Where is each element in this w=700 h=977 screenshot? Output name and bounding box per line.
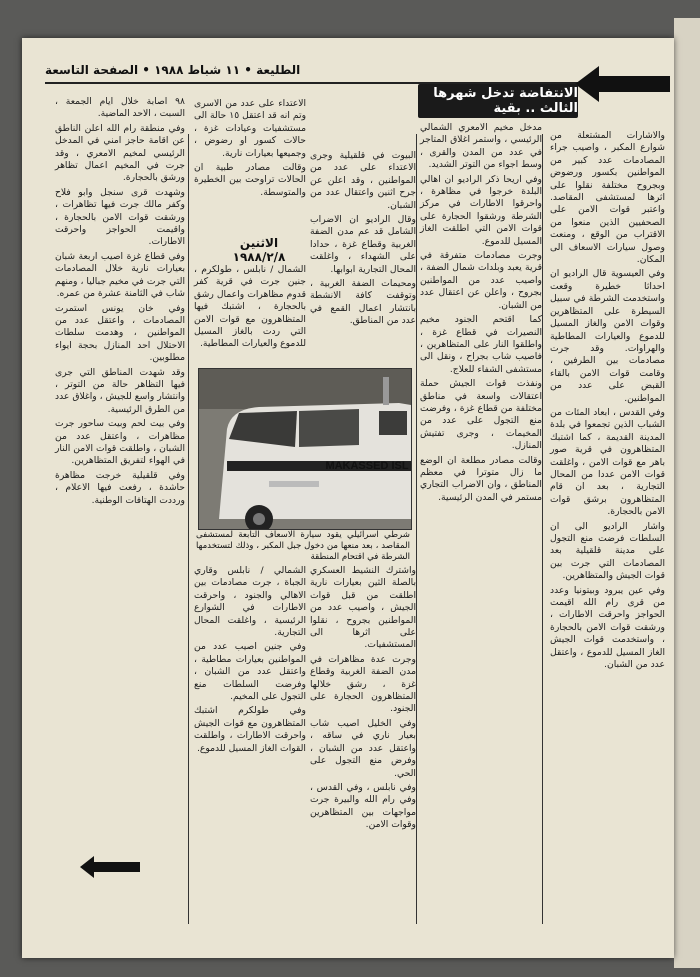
paragraph: وفي جنين اصيب عدد من المواطنين بعيارات مطاطية ، واعتقل عدد من الشبان ، وفرضت السلطات منع التجول على المخيم.: [194, 641, 306, 703]
article-column-3b: [310, 565, 416, 895]
paragraph: والاشارات المشتعلة من شوارع المكبر ، واصيب جراء المصادمات عدد كبير من المواطنين بكسور ورضوض وبجروح مختلفة نقلوا على اثرها لمستشفى المقاصد. واعتبر قوات الامن على الصحفيين الذين منعوا من الاقتراب من الوقع ، ومنعت وصول سيارات الاسعاف الى المكان.: [550, 130, 665, 266]
ambulance-photo-image: [199, 369, 411, 529]
paragraph: وشهدت قرى سنجل وابو فلاح وكفر مالك جرت فيها تظاهرات ، ورشقت قوات الامن بالحجارة ، واقيمت الحواجز واحرقت الاطارات.: [55, 186, 185, 248]
paragraph: وقد شهدت المناطق التي جرى فيها التظاهر حالة من التوتر ، وانتشار واسع للجيش ، واغلاق عدد من الطرق الرئيسية.: [55, 366, 185, 415]
paragraph: وفي قطاع غزة اصيب اربعة شبان بعيارات نارية خلال المصادمات التي جرت في مخيم جباليا ، ومنهم شاب في الثامنة عشرة من عمره.: [55, 250, 185, 300]
paragraph: وقالت مصادر مطلعة ان الوضع ما زال متوترا في معظم المناطق ، وان الاضراب التجاري مستمر في المدن الرئيسية.: [420, 454, 542, 503]
paragraph: ومحيمات الضفة الغربية ، وتوقفت كافة الانشطة بانتشار اعمال القمع في عدد من المناطق.: [310, 278, 416, 327]
paragraph: كما اقتحم الجنود مخيم النصيرات في قطاع غزة ، واطلقوا النار على المتظاهرين ، فاصيب شاب بجراح ، ونقل الى مستشفى الشفاء للعلاج.: [420, 314, 542, 375]
article-column-1: [550, 130, 665, 925]
article-column-5: [55, 96, 185, 856]
paragraph: واشار الراديو الى ان السلطات فرضت منع التجول على مدينة قلقيلية بعد المصادمات التي جرت بين قوات الجيش والمتظاهرين.: [550, 520, 665, 582]
article-column-4: [194, 98, 306, 238]
continue-arrow-icon: [80, 856, 140, 878]
column-rule: [542, 134, 543, 924]
column-rule: [416, 134, 417, 924]
arrow-left-icon: [575, 62, 670, 106]
paragraph: وفي القدس ، ابعاد المئات من الشباب الذين تجمعوا في بلدة المدينة القديمة ، كما اشتبك المتظاهرون في قرية صور باهر مع قوات الامن ، واغلقت قوات الامن عددا من المحال التجارية ، بعد ان قام المتظاهرون برشق قوات الامن بالحجارة.: [550, 406, 665, 518]
photo-caption: شرطي اسرائيلي يقود سيارة الاسعاف التابعة لمستشفى المقاصد ، بعد منعها من دخول جبل المكبر ، وذلك لتستخدمها الشرطة في اقتحام المنطقة: [196, 530, 410, 562]
ambulance-label: MAKASSED ISL: [325, 460, 409, 472]
paragraph: وفي اريحا ذكر الراديو ان اهالي البلدة خرجوا في مظاهرة ، واحرقوا الاطارات في مركز الشرطة ورشقوا الحجارة على قوات الامن التي اطلقت الغاز المسيل للدموع.: [420, 173, 542, 247]
article-column-4b: [194, 264, 306, 374]
paragraph: البيوت في قلقيلية وجرى الاعتداء على عدد من المواطنين ، وقد اعلن عن جرح اثنين واعتقال عدد من الشبان.: [310, 150, 416, 211]
paragraph: وقالت مصادر طبية ان الحالات تراوحت بين الخطيرة والمتوسطة.: [194, 162, 306, 198]
paragraph: وفي نابلس ، وفي القدس ، وفي رام الله والبيرة جرت مواجهات بين المتظاهرين وقوات الامن.: [310, 781, 416, 831]
page-header: [45, 58, 655, 84]
paragraph: مدخل مخيم الامعري الشمالي الرئيسي ، واستمر اغلاق المتاجر في عدد من المدن والقرى ، وسط اجواء من التوتر الشديد.: [420, 122, 542, 171]
paragraph: وجرت عدة مظاهرات في مدن الضفة الغربية وقطاع غزة ، رشق خلالها المتظاهرون الحجارة على الجنود.: [310, 653, 416, 715]
news-photo: [198, 368, 412, 530]
binder-edge: [674, 18, 700, 968]
paragraph: وجرت مصادمات متفرقة في قرية يعبد وبلدات شمال الضفة ، واصيب عدد من المواطنين بجروح ، واعلن عن اعتقال عدد من الشبان.: [420, 250, 542, 311]
article-column-4c: [194, 565, 306, 895]
paragraph: وفي عين يبرود وبيتونيا وعدد من قرى رام الله اقيمت الحواجز واحرقت الاطارات ، ورشقت قوات الامن بالحجارة ، واستخدمت قوات الجيش الغاز المسيل للدموع ، واعتقل عدد من الشبان.: [550, 584, 665, 671]
paragraph: وفي الخليل اصيب شاب بعيار ناري في ساقه ، واعتقل عدد من الشبان ، وفرض منع التجول على الحي.: [310, 717, 416, 779]
paragraph: الشمال / نابلس ، طولكرم ، جنين جرت في قرية كفر قدوم مظاهرات واعمال رشق بالحجارة ، اشتبك فيها المتظاهرون مع قوات الامن التي ردت بالغاز المسيل للدموع والعيارات المطاطية.: [194, 264, 306, 350]
paragraph: وفي خان يونس استمرت المصادمات ، واعتقل عدد من المواطنين ، وهدمت سلطات الاحتلال احد المنازل بحجة ايواء مطلوبين.: [55, 302, 185, 364]
column-rule: [188, 134, 189, 924]
paragraph: وفي قلقيلية خرجت مظاهرة حاشدة ، رفعت فيها الاعلام ، ورددت الهتافات الوطنية.: [55, 469, 185, 506]
paragraph: وفي العيسوية قال الراديو ان احداثا خطيرة وقعت واستخدمت الشرطة في سبيل السيطرة على المتظاهرين وقوات الامن والغاز المسيل للدموع والعيارات المطاطية والهراوات. وقد جرت مصادمات بين الطرفين ، وقامت قوات الامن بالقاء القبض على عدد من المواطنين.: [550, 268, 665, 404]
paragraph: وفي بيت لحم وبيت ساحور جرت مظاهرات ، واعتقل عدد من الشبان ، واطلقت قوات الامن النار في الهواء لتفريق المتظاهرين.: [55, 418, 185, 467]
paragraph: الشمالي / نابلس وقاري الجباة ، جرت مصادمات بين الاهالي والجنود ، واحرقت الاطارات في الشوارع الرئيسية ، واغلقت المحال التجارية.: [194, 565, 306, 639]
article-column-2: [420, 122, 542, 902]
paragraph: وفي منطقة رام الله اعلن الناطق عن اقامة حاجز امني في المدخل الرئيسي لمخيم الامعري ، وقد جرت في المخيم اعمال تظاهر ورشق بالحجارة.: [55, 122, 185, 184]
paragraph: وفي طولكرم اشتبك المتظاهرون مع قوات الجيش واحرقت الاطارات ، واطلقت القوات الغاز المسيل للدموع.: [194, 705, 306, 754]
paragraph: ونفذت قوات الجيش حملة اعتقالات واسعة في مناطق مختلفة من قطاع غزة ، وفرضت منع التجول على عدد من المخيمات ، وجرى تفتيش المنازل.: [420, 378, 542, 452]
paragraph: الاعتداء على عدد من الاسرى وتم انه قد اعتقل ١٥ حالة الى مستشفيات وعيادات غزة ، حالات كسور او رضوض ، وجميعها بعيارات نارية.: [194, 98, 306, 159]
headline: الانتفاضة تدخل شهرها الثالث .. بقية: [418, 84, 578, 118]
paragraph: واشترك النشيط العسكري بالصلة الثين بعيارات نارية اطلقت من قبل قوات الجيش ، واصيب عدد من المواطنين بجروح ، نقلوا على اثرها الى المستشفيات.: [310, 565, 416, 651]
date-subhead: الاثنين ١٩٨٨/٢/٨: [232, 236, 286, 264]
paragraph: ٩٨ اصابة خلال ايام الجمعة ، السبت ، الاحد الماضية.: [55, 96, 185, 120]
header-text: الطليعة • ١١ شباط ١٩٨٨ • الصفحة التاسعة: [45, 63, 301, 77]
paragraph: وقال الراديو ان الاضراب الشامل قد عم مدن الضفة الغربية وقطاع غزة ، حدادا على الشهداء ، واغلقت المحال التجارية ابوابها.: [310, 214, 416, 275]
